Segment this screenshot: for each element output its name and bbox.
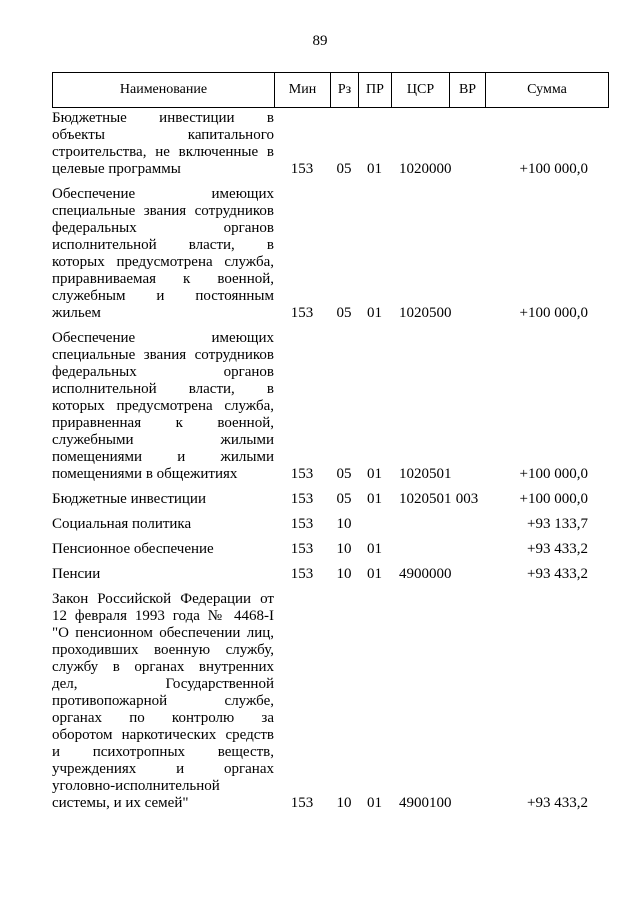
row-csr: 1020501 — [399, 491, 452, 507]
name-line: целевые программы — [52, 161, 181, 177]
row-pr: 01 — [367, 466, 382, 482]
name-line: Обеспечение имеющих — [52, 330, 274, 346]
header-vr: ВР — [450, 73, 486, 108]
name-line: федеральных органов — [52, 220, 274, 236]
row-sum: +93 433,2 — [527, 541, 588, 557]
row-min: 153 — [290, 161, 314, 177]
name-line: Пенсии — [52, 566, 101, 582]
name-line: 12 февраля 1993 года № 4468-I — [52, 608, 274, 624]
name-line: специальные звания сотрудников — [52, 347, 274, 363]
row-sum: +93 433,2 — [527, 566, 588, 582]
name-line: оборотом наркотических средств — [52, 727, 274, 743]
table-row — [52, 110, 608, 178]
name-line: служебным и постоянным — [52, 288, 274, 304]
row-csr: 1020500 — [399, 305, 452, 321]
row-rz: 05 — [336, 161, 352, 177]
row-rz: 10 — [336, 541, 352, 557]
row-name — [52, 566, 274, 583]
name-line: проходивших военную службу, — [52, 642, 274, 658]
row-sum: +100 000,0 — [519, 161, 588, 177]
name-line: учреждениях и органах — [52, 761, 274, 777]
row-sum: +100 000,0 — [519, 466, 588, 482]
name-line: помещениями и жилыми — [52, 449, 274, 465]
name-line: Бюджетные инвестиции — [52, 491, 206, 507]
name-line: исполнительной власти, в — [52, 381, 274, 397]
page-number: 89 — [312, 33, 328, 49]
name-line: уголовно-исполнительной — [52, 778, 220, 794]
row-rz: 10 — [336, 795, 352, 811]
row-sum: +93 133,7 — [527, 516, 588, 532]
row-min: 153 — [290, 566, 314, 582]
row-rz: 10 — [336, 516, 352, 532]
table-row — [52, 591, 608, 812]
table-row — [52, 566, 608, 583]
name-line: дел, Государственной — [52, 676, 274, 692]
name-line: исполнительной власти, в — [52, 237, 274, 253]
name-line: "О пенсионном обеспечении лиц, — [52, 625, 274, 641]
row-sum: +100 000,0 — [519, 305, 588, 321]
name-line: специальные звания сотрудников — [52, 203, 274, 219]
row-min: 153 — [290, 466, 314, 482]
row-name — [52, 330, 274, 483]
table-body — [52, 110, 608, 812]
table-row — [52, 491, 608, 508]
row-rz: 05 — [336, 491, 352, 507]
name-line: службу в органах внутренних — [52, 659, 274, 675]
name-line: служебными жилыми — [52, 432, 274, 448]
name-line: приравненная к военной, — [52, 415, 274, 431]
name-line: приравниваемая к военной, — [52, 271, 274, 287]
name-line: которых предусмотрена служба, — [52, 398, 274, 414]
name-line: помещениями в общежитиях — [52, 466, 238, 482]
row-vr: 003 — [455, 491, 479, 507]
name-line: строительства, не включенные в — [52, 144, 274, 160]
row-name — [52, 516, 274, 533]
table-row — [52, 516, 608, 533]
row-name — [52, 186, 274, 322]
row-rz: 05 — [336, 466, 352, 482]
table-row — [52, 330, 608, 483]
row-pr: 01 — [367, 161, 382, 177]
row-name — [52, 541, 274, 558]
name-line: системы, и их семей" — [52, 795, 189, 811]
row-sum: +93 433,2 — [527, 795, 588, 811]
name-line: противопожарной службе, — [52, 693, 274, 709]
name-line: и психотропных веществ, — [52, 744, 274, 760]
row-rz: 10 — [336, 566, 352, 582]
name-line: Закон Российской Федерации от — [52, 591, 274, 607]
row-name — [52, 591, 274, 812]
header-min: Мин — [275, 73, 331, 108]
table-row — [52, 541, 608, 558]
row-min: 153 — [290, 491, 314, 507]
table-row — [52, 186, 608, 322]
header-name: Наименование — [53, 73, 275, 108]
row-min: 153 — [290, 795, 314, 811]
row-min: 153 — [290, 516, 314, 532]
row-pr: 01 — [367, 305, 382, 321]
row-csr: 4900100 — [399, 795, 452, 811]
row-pr: 01 — [367, 566, 382, 582]
name-line: объекты капитального — [52, 127, 274, 143]
row-min: 153 — [290, 541, 314, 557]
name-line: федеральных органов — [52, 364, 274, 380]
name-line: Пенсионное обеспечение — [52, 541, 214, 557]
name-line: которых предусмотрена служба, — [52, 254, 274, 270]
row-min: 153 — [290, 305, 314, 321]
row-pr: 01 — [367, 795, 382, 811]
row-name — [52, 110, 274, 178]
row-csr: 4900000 — [399, 566, 452, 582]
name-line: Обеспечение имеющих — [52, 186, 274, 202]
name-line: жильем — [52, 305, 101, 321]
header-rz: Рз — [331, 73, 359, 108]
table-header — [52, 72, 609, 108]
row-pr: 01 — [367, 541, 382, 557]
header-pr: ПР — [359, 73, 392, 108]
name-line: органах по контролю за — [52, 710, 274, 726]
header-csr: ЦСР — [392, 73, 450, 108]
row-csr: 1020000 — [399, 161, 452, 177]
row-sum: +100 000,0 — [519, 491, 588, 507]
name-line: Социальная политика — [52, 516, 192, 532]
name-line: Бюджетные инвестиции в — [52, 110, 274, 126]
row-name — [52, 491, 274, 508]
row-rz: 05 — [336, 305, 352, 321]
row-pr: 01 — [367, 491, 382, 507]
row-csr: 1020501 — [399, 466, 452, 482]
header-sum: Сумма — [486, 73, 609, 108]
